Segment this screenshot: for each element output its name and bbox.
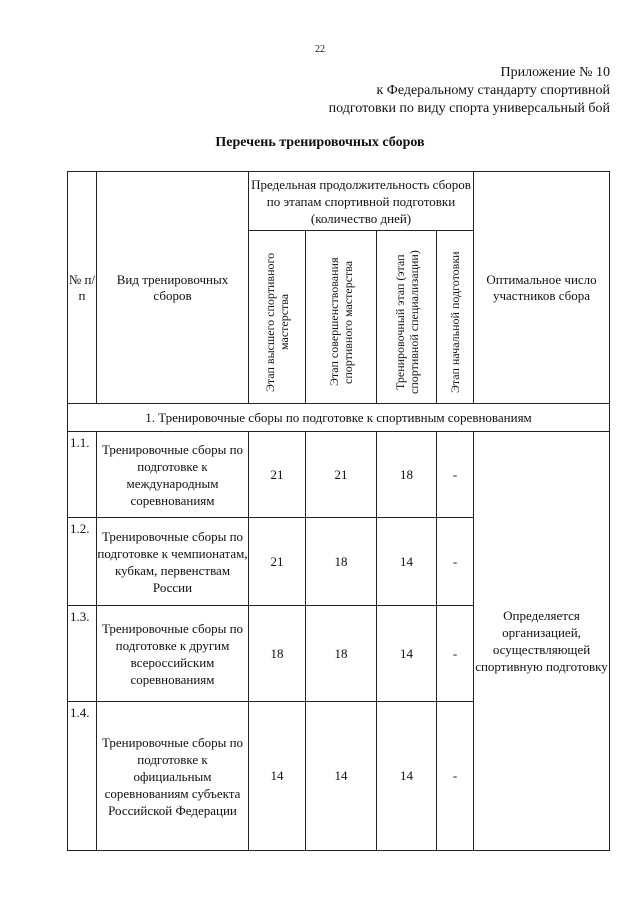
row-value-stage1: 21 — [249, 432, 306, 518]
table-row — [68, 432, 610, 518]
row-value-stage2: 18 — [306, 606, 377, 702]
appendix-line-1: Приложение № 10 — [500, 65, 610, 80]
row-value-stage1: 21 — [249, 518, 306, 606]
row-number: 1.3. — [68, 606, 97, 702]
row-camp-name: Тренировочные сборы по подготовке к международным соревнованиям — [97, 432, 249, 518]
row-value-stage3: 14 — [377, 702, 437, 851]
header-stage-improvement-label: Этап совершенствования спортивного мастерства — [327, 257, 355, 387]
header-stage-initial — [437, 231, 474, 404]
header-stage-initial-label: Этап начальной подготовки — [448, 251, 462, 393]
row-camp-name: Тренировочные сборы по подготовке к другим всероссийским соревнованиям — [97, 606, 249, 702]
optimal-participants-value: Определяется организацией, осуществляющей спортивную подготовку — [474, 432, 610, 851]
row-value-stage4: - — [437, 702, 474, 851]
row-camp-name: Тренировочные сборы по подготовке к официальным соревнованиям субъекта Российской Федерации — [97, 702, 249, 851]
header-optimal-participants: Оптимальное число участников сбора — [474, 172, 610, 404]
row-value-stage2: 18 — [306, 518, 377, 606]
appendix-line-3: подготовки по виду спорта универсальный бой — [328, 101, 610, 116]
row-value-stage2: 14 — [306, 702, 377, 851]
row-value-stage1: 14 — [249, 702, 306, 851]
header-number: № п/п — [68, 172, 97, 404]
row-number: 1.4. — [68, 702, 97, 851]
row-value-stage3: 14 — [377, 518, 437, 606]
page-number: 22 — [315, 44, 325, 55]
row-number: 1.1. — [68, 432, 97, 518]
row-value-stage2: 21 — [306, 432, 377, 518]
appendix-header — [329, 64, 610, 118]
row-value-stage4: - — [437, 518, 474, 606]
row-value-stage3: 14 — [377, 606, 437, 702]
row-value-stage4: - — [437, 606, 474, 702]
row-camp-name: Тренировочные сборы по подготовке к чемпионатам, кубкам, первенствам России — [97, 518, 249, 606]
header-camp-type: Вид тренировочных сборов — [97, 172, 249, 404]
row-number: 1.2. — [68, 518, 97, 606]
appendix-line-2: к Федеральному стандарту спортивной — [376, 83, 610, 98]
row-value-stage3: 18 — [377, 432, 437, 518]
section-heading: 1. Тренировочные сборы по подготовке к спортивным соревнованиям — [68, 404, 610, 432]
training-camps-table — [67, 171, 610, 851]
header-stage-higher-mastery — [249, 231, 306, 404]
row-value-stage4: - — [437, 432, 474, 518]
header-duration-group: Предельная продолжительность сборов по этапам спортивной подготовки (количество дней) — [249, 172, 474, 231]
header-stage-training — [377, 231, 437, 404]
header-stage-training-label: Тренировочный этап (этап спортивной специализации) — [392, 250, 421, 394]
document-title: Перечень тренировочных сборов — [215, 135, 425, 150]
header-stage-improvement — [306, 231, 377, 404]
row-value-stage1: 18 — [249, 606, 306, 702]
header-stage-higher-mastery-label: Этап высшего спортивного мастерства — [263, 252, 291, 392]
